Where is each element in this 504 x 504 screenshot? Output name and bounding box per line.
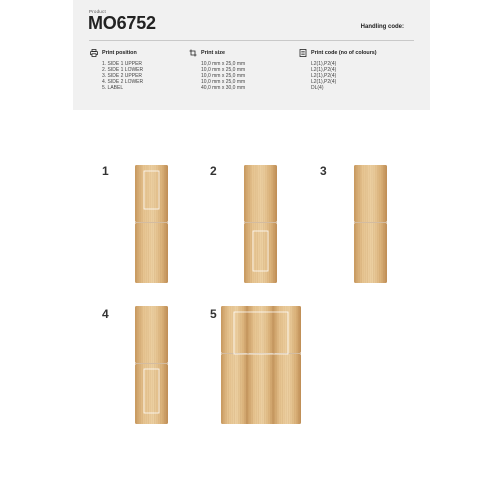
print-position-title bbox=[90, 48, 143, 57]
print-code-item: L2(1),P2(4) bbox=[311, 73, 337, 80]
product-code: MO6752 bbox=[88, 13, 156, 33]
printer-icon bbox=[90, 49, 98, 57]
product-label: Product bbox=[89, 9, 106, 14]
print-code-title-text: Print code (no of colours) bbox=[311, 49, 377, 56]
header-divider bbox=[89, 40, 414, 41]
print-code-item: L2(1),P2(4) bbox=[311, 61, 337, 67]
bamboo-tube-group-view-5 bbox=[221, 306, 301, 424]
print-size-item: 10,0 mm x 25,0 mm bbox=[201, 67, 246, 74]
print-code-column bbox=[299, 48, 377, 91]
bamboo-tube-view-4 bbox=[135, 306, 168, 424]
print-position-title-text: Print position bbox=[102, 49, 137, 56]
print-size-title-text: Print size bbox=[201, 49, 225, 56]
print-size-column bbox=[189, 48, 245, 91]
view-number-1: 1 bbox=[102, 164, 109, 178]
view-number-3: 3 bbox=[320, 164, 327, 178]
print-code-item: DL(4) bbox=[311, 85, 324, 92]
print-position-item: 5. LABEL bbox=[102, 85, 124, 92]
print-code-item: L2(1),P2(4) bbox=[311, 67, 337, 74]
crop-icon bbox=[189, 49, 197, 57]
print-position-item: 4. SIDE 2 LOWER bbox=[102, 79, 144, 86]
view-number-4: 4 bbox=[102, 307, 109, 321]
bamboo-tube-left bbox=[221, 306, 249, 424]
document-icon bbox=[299, 49, 307, 57]
view-number-2: 2 bbox=[210, 164, 217, 178]
print-size-list bbox=[189, 61, 245, 91]
print-position-item: 3. SIDE 2 UPPER bbox=[102, 73, 143, 80]
print-size-item: 10,0 mm x 25,0 mm bbox=[201, 73, 246, 80]
bamboo-tube-view-3 bbox=[354, 165, 387, 283]
print-size-item: 40,0 mm x 30,0 mm bbox=[201, 85, 246, 92]
bamboo-tube-view-1 bbox=[135, 165, 168, 283]
bamboo-tube-middle bbox=[247, 306, 275, 424]
print-code-title bbox=[299, 48, 377, 57]
handling-code-label: Handling code: bbox=[360, 24, 404, 30]
print-size-item: 10,0 mm x 25,0 mm bbox=[201, 61, 246, 67]
bamboo-tube-right bbox=[273, 306, 301, 424]
print-position-item: 1. SIDE 1 UPPER bbox=[102, 61, 143, 67]
print-position-column bbox=[90, 48, 143, 91]
print-code-item: L2(1),P2(4) bbox=[311, 79, 337, 86]
print-position-item: 2. SIDE 1 LOWER bbox=[102, 67, 144, 74]
bamboo-tube-view-2 bbox=[244, 165, 277, 283]
print-position-list bbox=[90, 61, 143, 91]
print-code-list bbox=[299, 61, 377, 91]
print-size-title bbox=[189, 48, 245, 57]
spec-header bbox=[73, 0, 430, 110]
view-number-5: 5 bbox=[210, 307, 217, 321]
print-size-item: 10,0 mm x 25,0 mm bbox=[201, 79, 246, 86]
